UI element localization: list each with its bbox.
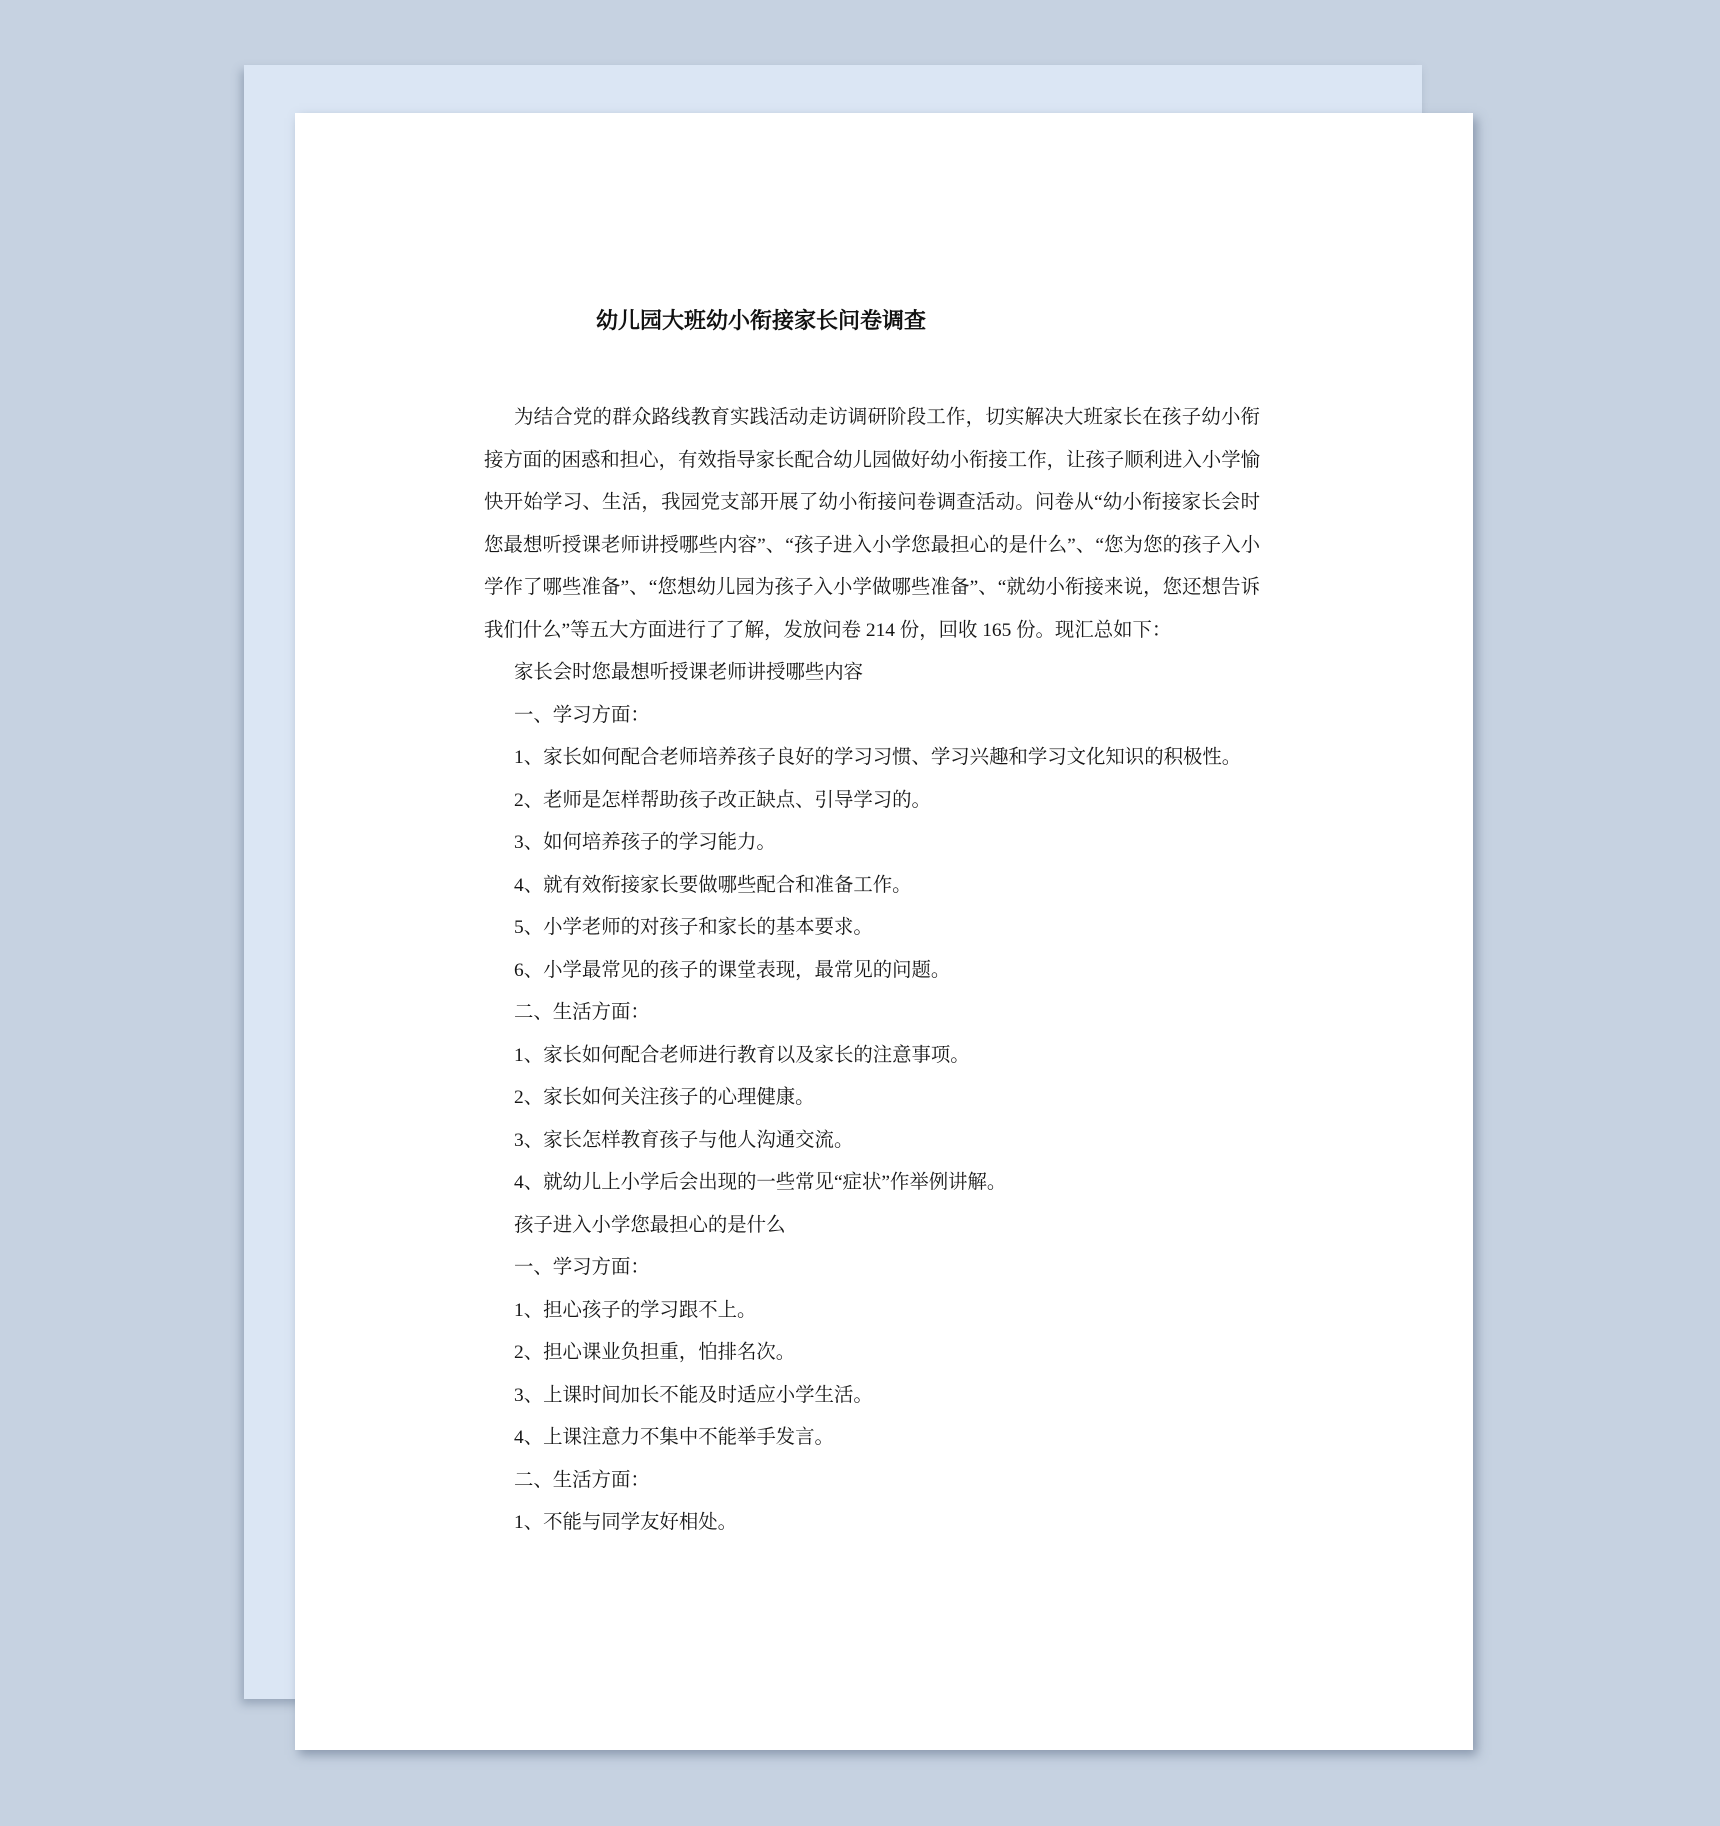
list-item: 3、家长怎样教育孩子与他人沟通交流。 [514, 1129, 854, 1151]
list-item: 4、上课注意力不集中不能举手发言。 [514, 1427, 834, 1448]
subsection-heading: 一、学习方面： [514, 1257, 650, 1278]
document-body [295, 397, 1473, 1545]
list-item: 3、上课时间加长不能及时适应小学生活。 [514, 1384, 873, 1406]
list-item: 4、就有效衔接家长要做哪些配合和准备工作。 [514, 874, 912, 896]
intro-paragraph: 为结合党的群众路线教育实践活动走访调研阶段工作，切实解决大班家长在孩子幼小衔接方面的困惑和担心，有效指导家长配合幼儿园做好幼小衔接工作，让孩子顺利进入小学愉快开始学习、生活，我园党支部开展了幼小衔接问卷调查活动。问卷从“幼小衔接家长会时您最想听授课老师讲授哪些内容”、“孩子进入小学您最担心的是什么”、“您为您的孩子入小学作了哪些准备”、“您想幼儿园为孩子入小学做哪些准备”、“就幼小衔接来说，您还想告诉我们什么”等五大方面进行了了解，发放问卷 214 份，回收 165 份。现汇总如下： [484, 407, 1260, 641]
list-item: 2、家长如何关注孩子的心理健康。 [514, 1087, 815, 1108]
list-item: 1、家长如何配合老师进行教育以及家长的注意事项。 [514, 1044, 970, 1066]
subsection-heading: 一、学习方面： [514, 704, 650, 726]
list-item: 3、如何培养孩子的学习能力。 [514, 832, 776, 853]
document-title: 幼儿园大班幼小衔接家长问卷调查 [595, 308, 926, 333]
list-item: 1、家长如何配合老师培养孩子良好的学习习惯、学习兴趣和学习文化知识的积极性。 [514, 747, 1242, 768]
list-item: 6、小学最常见的孩子的课堂表现，最常见的问题。 [514, 959, 951, 981]
list-item: 1、担心孩子的学习跟不上。 [514, 1299, 757, 1321]
subsection-heading: 二、生活方面： [514, 1002, 650, 1023]
document-page [295, 113, 1473, 1750]
list-item: 5、小学老师的对孩子和家长的基本要求。 [514, 917, 873, 938]
section-question: 家长会时您最想听授课老师讲授哪些内容 [514, 662, 864, 683]
subsection-heading: 二、生活方面： [514, 1469, 650, 1491]
list-item: 2、担心课业负担重，怕排名次。 [514, 1342, 796, 1363]
list-item: 2、老师是怎样帮助孩子改正缺点、引导学习的。 [514, 789, 931, 811]
list-item: 1、不能与同学友好相处。 [514, 1512, 737, 1533]
section-question: 孩子进入小学您最担心的是什么 [514, 1214, 786, 1236]
list-item: 4、就幼儿上小学后会出现的一些常见“症状”作举例讲解。 [514, 1172, 1007, 1193]
